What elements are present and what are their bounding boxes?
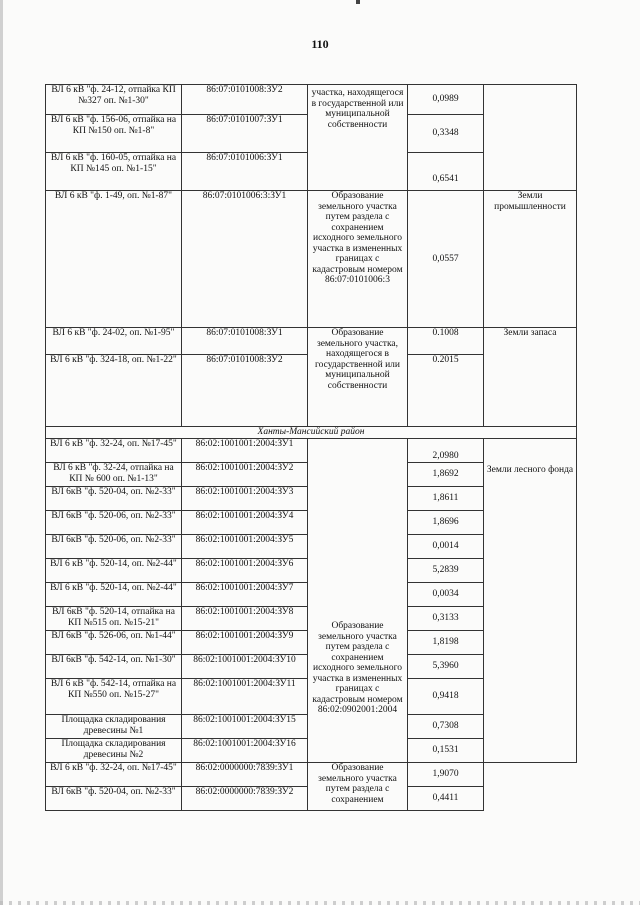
table-row — [46, 191, 577, 328]
formation-method-cell: Образование земельного участка путем раздела с сохранением исходного земельного участка в измененных границах с кадастровым номером 86:07:0101006:3 — [308, 191, 408, 328]
object-cell: ВЛ 6кВ "ф. 520-04, оп. №2-33" — [46, 487, 182, 511]
cadastral-cell: 86:02:1001001:2004:ЗУ3 — [182, 487, 308, 511]
category-cell: Земли запаса — [484, 328, 577, 427]
object-cell: ВЛ 6 кВ "ф. 324-18, оп. №1-22" — [46, 355, 182, 427]
area-cell: 0,0557 — [408, 191, 484, 328]
cadastral-cell: 86:07:0101008:ЗУ2 — [182, 85, 308, 115]
cadastral-cell: 86:02:1001001:2004:ЗУ10 — [182, 655, 308, 679]
table-row — [46, 439, 577, 463]
category-cell: Земли лесного фонда — [484, 439, 577, 763]
cadastral-cell: 86:02:1001001:2004:ЗУ5 — [182, 535, 308, 559]
table-row — [46, 328, 577, 355]
table-row — [46, 85, 577, 115]
cadastral-cell: 86:02:1001001:2004:ЗУ11 — [182, 679, 308, 715]
cadastral-cell: 86:07:0101007:ЗУ1 — [182, 115, 308, 153]
cadastral-cell: 86:02:1001001:2004:ЗУ2 — [182, 463, 308, 487]
cadastral-cell: 86:02:1001001:2004:ЗУ4 — [182, 511, 308, 535]
cadastral-cell: 86:02:1001001:2004:ЗУ15 — [182, 715, 308, 739]
object-cell: ВЛ 6 кВ "ф. 32-24, оп. №17-45" — [46, 763, 182, 787]
land-plots-table — [45, 84, 577, 811]
district-heading: Ханты-Мансийский район — [46, 427, 577, 439]
object-cell: ВЛ 6кВ "ф. 526-06, оп. №1-44" — [46, 631, 182, 655]
category-cell — [484, 85, 577, 191]
object-cell: ВЛ 6кВ "ф. 520-06, оп. №2-33" — [46, 511, 182, 535]
object-cell: ВЛ 6 кВ "ф. 32-24, оп. №17-45" — [46, 439, 182, 463]
area-cell: 0,3348 — [408, 115, 484, 153]
area-cell: 2,0980 — [408, 439, 484, 463]
area-cell: 0,6541 — [408, 153, 484, 191]
area-cell: 0.2015 — [408, 355, 484, 427]
page-number: 110 — [311, 37, 329, 51]
cadastral-cell: 86:02:1001001:2004:ЗУ1 — [182, 439, 308, 463]
area-cell: 0,9418 — [408, 679, 484, 715]
object-cell: ВЛ 6 кВ "ф. 160-05, отпайка на КП №145 оп. №1-15" — [46, 153, 182, 191]
area-cell: 0,7308 — [408, 715, 484, 739]
area-cell: 0,0034 — [408, 583, 484, 607]
district-header-row — [46, 427, 577, 439]
cadastral-cell: 86:07:0101008:ЗУ2 — [182, 355, 308, 427]
cadastral-cell: 86:02:1001001:2004:ЗУ7 — [182, 583, 308, 607]
table-row — [46, 763, 577, 787]
scan-edge — [0, 0, 3, 905]
area-cell: 0,1531 — [408, 739, 484, 763]
area-cell: 1,8696 — [408, 511, 484, 535]
area-cell: 0,0989 — [408, 85, 484, 115]
scan-bottom-edge — [0, 901, 640, 905]
formation-method-cell: Образование земельного участка путем раздела с сохранением исходного земельного участка в измененных границах с кадастровым номером 86:02:0902001:2004 — [308, 439, 408, 763]
cadastral-cell: 86:07:0101008:ЗУ1 — [182, 328, 308, 355]
object-cell: ВЛ 6 кВ "ф. 32-24, отпайка на КП № 600 оп. №1-13" — [46, 463, 182, 487]
object-cell: ВЛ 6 кВ "ф. 520-14, оп. №2-44" — [46, 559, 182, 583]
area-cell: 5,3960 — [408, 655, 484, 679]
cadastral-cell: 86:02:1001001:2004:ЗУ6 — [182, 559, 308, 583]
object-cell: ВЛ 6 кВ "ф. 520-14, оп. №2-44" — [46, 583, 182, 607]
area-cell: 1,8692 — [408, 463, 484, 487]
formation-method-cell: участка, находящегося в государственной или муниципальной собственности — [308, 85, 408, 191]
object-cell: Площадка складирования древесины №2 — [46, 739, 182, 763]
cadastral-cell: 86:02:0000000:7839:ЗУ2 — [182, 787, 308, 811]
area-cell: 1,8611 — [408, 487, 484, 511]
cadastral-cell: 86:02:0000000:7839:ЗУ1 — [182, 763, 308, 787]
object-cell: ВЛ 6 кВ "ф. 542-14, отпайка на КП №550 оп. №15-27" — [46, 679, 182, 715]
object-cell: ВЛ 6 кВ "ф. 24-02, оп. №1-95" — [46, 328, 182, 355]
cadastral-cell: 86:02:1001001:2004:ЗУ8 — [182, 607, 308, 631]
area-cell: 5,2839 — [408, 559, 484, 583]
area-cell: 1,8198 — [408, 631, 484, 655]
area-cell: 0,3133 — [408, 607, 484, 631]
cadastral-cell: 86:07:0101006:3:ЗУ1 — [182, 191, 308, 328]
object-cell: ВЛ 6 кВ "ф. 1-49, оп. №1-87" — [46, 191, 182, 328]
object-cell: Площадка складирования древесины №1 — [46, 715, 182, 739]
object-cell: ВЛ 6кВ "ф. 520-04, оп. №2-33" — [46, 787, 182, 811]
object-cell: ВЛ 6 кВ "ф. 24-12, отпайка КП №327 оп. №1-30" — [46, 85, 182, 115]
object-cell: ВЛ 6кВ "ф. 520-14, отпайка на КП №515 оп. №15-21" — [46, 607, 182, 631]
cadastral-cell: 86:02:1001001:2004:ЗУ9 — [182, 631, 308, 655]
cadastral-cell: 86:07:0101006:ЗУ1 — [182, 153, 308, 191]
formation-method-cell: Образование земельного участка путем раздела с сохранением — [308, 763, 408, 811]
object-cell: ВЛ 6 кВ "ф. 156-06, отпайка на КП №150 оп. №1-8" — [46, 115, 182, 153]
area-cell: 1,9070 — [408, 763, 484, 787]
cadastral-cell: 86:02:1001001:2004:ЗУ16 — [182, 739, 308, 763]
area-cell: 0,0014 — [408, 535, 484, 559]
area-cell: 0,4411 — [408, 787, 484, 811]
scan-mark — [356, 0, 360, 4]
area-cell: 0.1008 — [408, 328, 484, 355]
category-cell: Земли промышленности — [484, 191, 577, 328]
category-cell — [484, 763, 577, 811]
formation-method-cell: Образование земельного участка, находящегося в государственной или муниципальной собственности — [308, 328, 408, 427]
object-cell: ВЛ 6кВ "ф. 520-06, оп. №2-33" — [46, 535, 182, 559]
object-cell: ВЛ 6кВ "ф. 542-14, оп. №1-30" — [46, 655, 182, 679]
